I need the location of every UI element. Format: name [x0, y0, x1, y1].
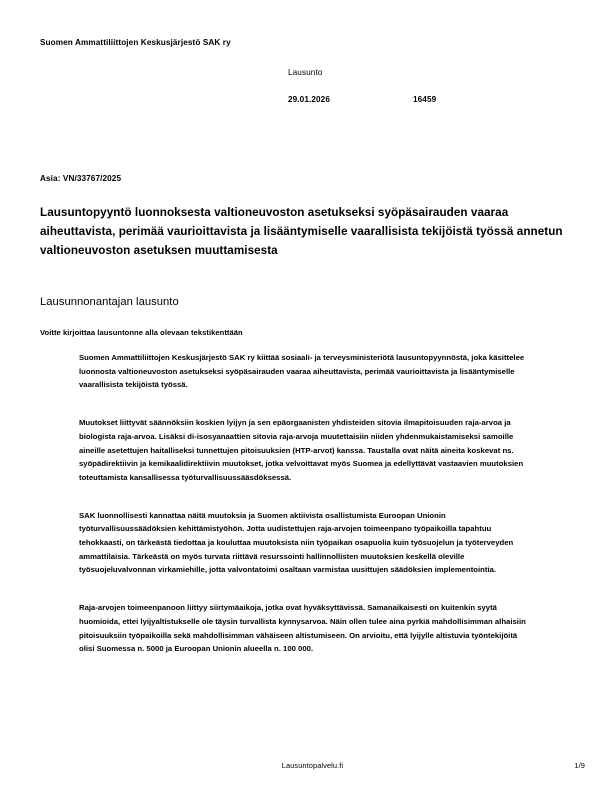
subject-line: Asia: VN/33767/2025 [40, 174, 122, 183]
document-meta-row [288, 95, 538, 104]
document-date: 29.01.2026 [288, 95, 330, 104]
body-paragraph: Suomen Ammattiliittojen Keskusjärjestö SAK ry kiittää sosiaali- ja terveysministeriötä lausuntopyynnöstä, joka käsittelee luonnosta valtioneuvoston asetukseksi syöpäsairauden vaaraa aiheuttavista, perimää vaurioittavista ja lisääntymiselle vaarallisista tekijöistä työssä. [79, 353, 525, 390]
footer-page-number: 1/9 [574, 761, 585, 770]
document-reference-number: 16459 [413, 95, 437, 104]
statement-body [79, 351, 534, 656]
section-heading-statement: Lausunnonantajan lausunto [40, 296, 179, 308]
document-type-label: Lausunto [288, 68, 323, 77]
body-paragraph: Muutokset liittyvät säännöksiin koskien lyijyn ja sen epäorgaanisten yhdisteiden sitovia ilmapitoisuuden raja-arvoa ja biologista raja-arvoa. Lisäksi di-isosyanaattien sitovia raja-arvoja muutettaisiin niiden yhdenmukaistamiseksi samoille aineille asetettujen haitalliseksi tunnettujen pitoisuuksien (HTP-arvot) kanssa. Taustalla ovat näitä aineita koskevat ns. syöpädirektiivin ja kemikaalidirektiivin muutokset, jotka velvoittavat myös Suomea ja edellyttävät vastaavien muutoksien toteuttamista kansallisessa työturvallisuussääsdöksessä. [79, 418, 524, 482]
organization-name: Suomen Ammattiliittojen Keskusjärjestö SAK ry [40, 38, 231, 47]
body-paragraph: Raja-arvojen toimeenpanoon liittyy siirtymäaikoja, jotka ovat hyväksyttävissä. Samanaikaisesti on kuitenkin syytä huomioida, ettei lyijyaltistukselle ole täysin turvallista kynnysarvoa. Näin ollen tulee aina pyrkiä mahdollisimman alhaisiin pitoisuuksiin työpaikoilla sekä mahdollisimman vähäiseen altistumiseen. On arvioitu, että lyijylle altistuvia työntekijöitä olisi Suomessa n. 5000 ja Euroopan Unionin alueella n. 100 000. [79, 603, 526, 654]
section-subheading-instruction: Voitte kirjoittaa lausuntonne alla olevaan tekstikenttään [40, 328, 243, 337]
document-title: Lausuntopyyntö luonnoksesta valtioneuvoston asetukseksi syöpäsairauden vaaraa aiheuttavista, perimää vaurioittavista ja lisääntymiselle vaarallisista tekijöistä työssä annetun valtioneuvoston asetuksen muuttamisesta [40, 206, 563, 257]
footer-service-name: Lausuntopalvelu.fi [281, 761, 344, 770]
body-paragraph: SAK luonnollisesti kannattaa näitä muutoksia ja Suomen aktiivista osallistumista Euroopan Unionin työturvallisuussäädöksien kehittämistyöhön. Jotta uudistettujen raja-arvojen toimeenpano työpaikoilla tapahtuu tehokkaasti, on tärkeästä tiedottaa ja kouluttaa muutoksista niin työpaikan osapuolia kuin työsuojelun ja työterveyden ammattilaisia. Tärkeästä on myös turvata riittävä resurssointi hallinnollisten muutoksien keskellä oleville työsuojeluvalvonnan virkamiehille, jotta valvontatoimi osaltaan varmistaa uusittujen säädöksien implementointia. [79, 510, 514, 575]
